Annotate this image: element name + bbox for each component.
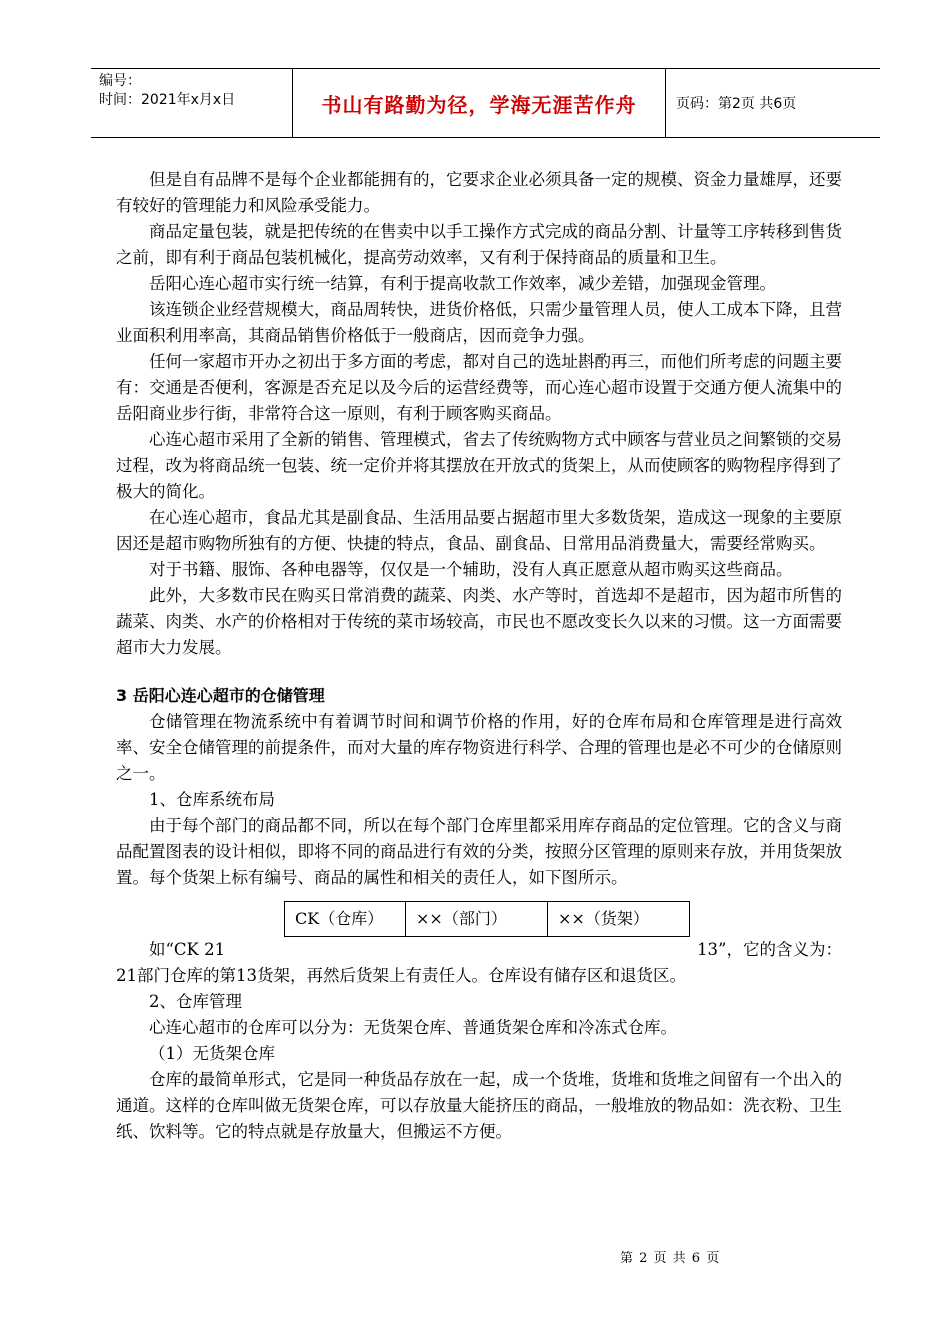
paragraph: 对于书籍、服饰、各种电器等，仅仅是一个辅助，没有人真正愿意从超市购买这些商品。 (149, 560, 793, 579)
paragraph: 此外，大多数市民在购买日常消费的蔬菜、肉类、水产等时，首选却不是超市，因为超市所售的蔬菜、肉类、水产的价格相对于传统的菜市场较高，市民也不愿改变长久以来的习惯。这一方面需要超市大力发展。 (116, 586, 842, 657)
number-label: 编号： (99, 73, 141, 89)
paragraph: 岳阳心连心超市实行统一结算，有利于提高收款工作效率，减少差错，加强现金管理。 (149, 274, 776, 293)
section-title: 3 岳阳心连心超市的仓储管理 (116, 686, 325, 705)
header-meta (91, 69, 293, 137)
document-body (116, 167, 842, 1145)
paragraph: 21部门仓库的第13货架，再然后货架上有责任人。仓库设有储存区和退货区。 (116, 966, 686, 985)
paragraph: 由于每个部门的商品都不同，所以在每个部门仓库里都采用库存商品的定位管理。它的含义与商品配置图表的设计相似，即将不同的商品进行有效的分类，按照分区管理的原则来存放，并用货架放置。每个货架上标有编号、商品的属性和相关的责任人，如下图所示。 (116, 816, 842, 887)
example-left: 如“CK 21 (149, 940, 226, 959)
header-page-info: 页码：第2页 共6页 (676, 96, 797, 112)
time-label: 时间：2021年x月x日 (99, 92, 236, 108)
header-motto: 书山有路勤为径，学海无涯苦作舟 (293, 69, 666, 137)
paragraph: 该连锁企业经营规模大，商品周转快，进货价格低，只需少量管理人员，使人工成本下降，且营业面积利用率高，其商品销售价格低于一般商店，因而竞争力强。 (116, 300, 842, 345)
paragraph: 心连心超市的仓库可以分为：无货架仓库、普通货架仓库和冷冻式仓库。 (149, 1018, 677, 1037)
example-right: 13”，它的含义为： (697, 940, 842, 959)
code-cell-department: ××（部门） (405, 902, 547, 936)
subheading: 2、仓库管理 (149, 992, 242, 1011)
paragraph: 商品定量包装，就是把传统的在售卖中以手工操作方式完成的商品分割、计量等工序转移到售货之前，即有利于商品包装机械化，提高劳动效率，又有利于保持商品的质量和卫生。 (116, 222, 842, 267)
paragraph: 仓库的最简单形式，它是同一种货品存放在一起，成一个货堆，货堆和货堆之间留有一个出入的通道。这样的仓库叫做无货架仓库，可以存放量大能挤压的商品，一般堆放的物品如：洗衣粉、卫生纸、饮料等。它的特点就是存放量大，但搬运不方便。 (116, 1070, 842, 1141)
paragraph: 任何一家超市开办之初出于多方面的考虑，都对自己的选址斟酌再三，而他们所考虑的问题主要有：交通是否便利，客源是否充足以及今后的运营经费等，而心连心超市设置于交通方便人流集中的岳阳商业步行街，非常符合这一原则，有利于顾客购买商品。 (116, 352, 842, 423)
code-cell-warehouse: CK（仓库） (295, 909, 384, 928)
subheading: （1）无货架仓库 (149, 1044, 275, 1063)
paragraph: 仓储管理在物流系统中有着调节时间和调节价格的作用，好的仓库布局和仓库管理是进行高效率、安全仓储管理的前提条件，而对大量的库存物资进行科学、合理的管理也是必不可少的仓储原则之一。 (116, 712, 842, 783)
shelf-code-table (284, 901, 690, 937)
example-line (116, 937, 842, 963)
paragraph: 在心连心超市，食品尤其是副食品、生活用品要占据超市里大多数货架，造成这一现象的主要原因还是超市购物所独有的方便、快捷的特点，食品、副食品、日常用品消费量大，需要经常购买。 (116, 508, 842, 553)
paragraph: 心连心超市采用了全新的销售、管理模式，省去了传统购物方式中顾客与营业员之间繁锁的交易过程，改为将商品统一包装、统一定价并将其摆放在开放式的货架上，从而使顾客的购物程序得到了极大的简化。 (116, 430, 842, 501)
document-header (91, 68, 880, 138)
page-footer: 第 2 页 共 6 页 (620, 1251, 721, 1266)
subheading: 1、仓库系统布局 (149, 790, 275, 809)
code-cell-shelf: ××（货架） (547, 902, 689, 936)
paragraph: 但是自有品牌不是每个企业都能拥有的，它要求企业必须具备一定的规模、资金力量雄厚，还要有较好的管理能力和风险承受能力。 (116, 170, 842, 215)
